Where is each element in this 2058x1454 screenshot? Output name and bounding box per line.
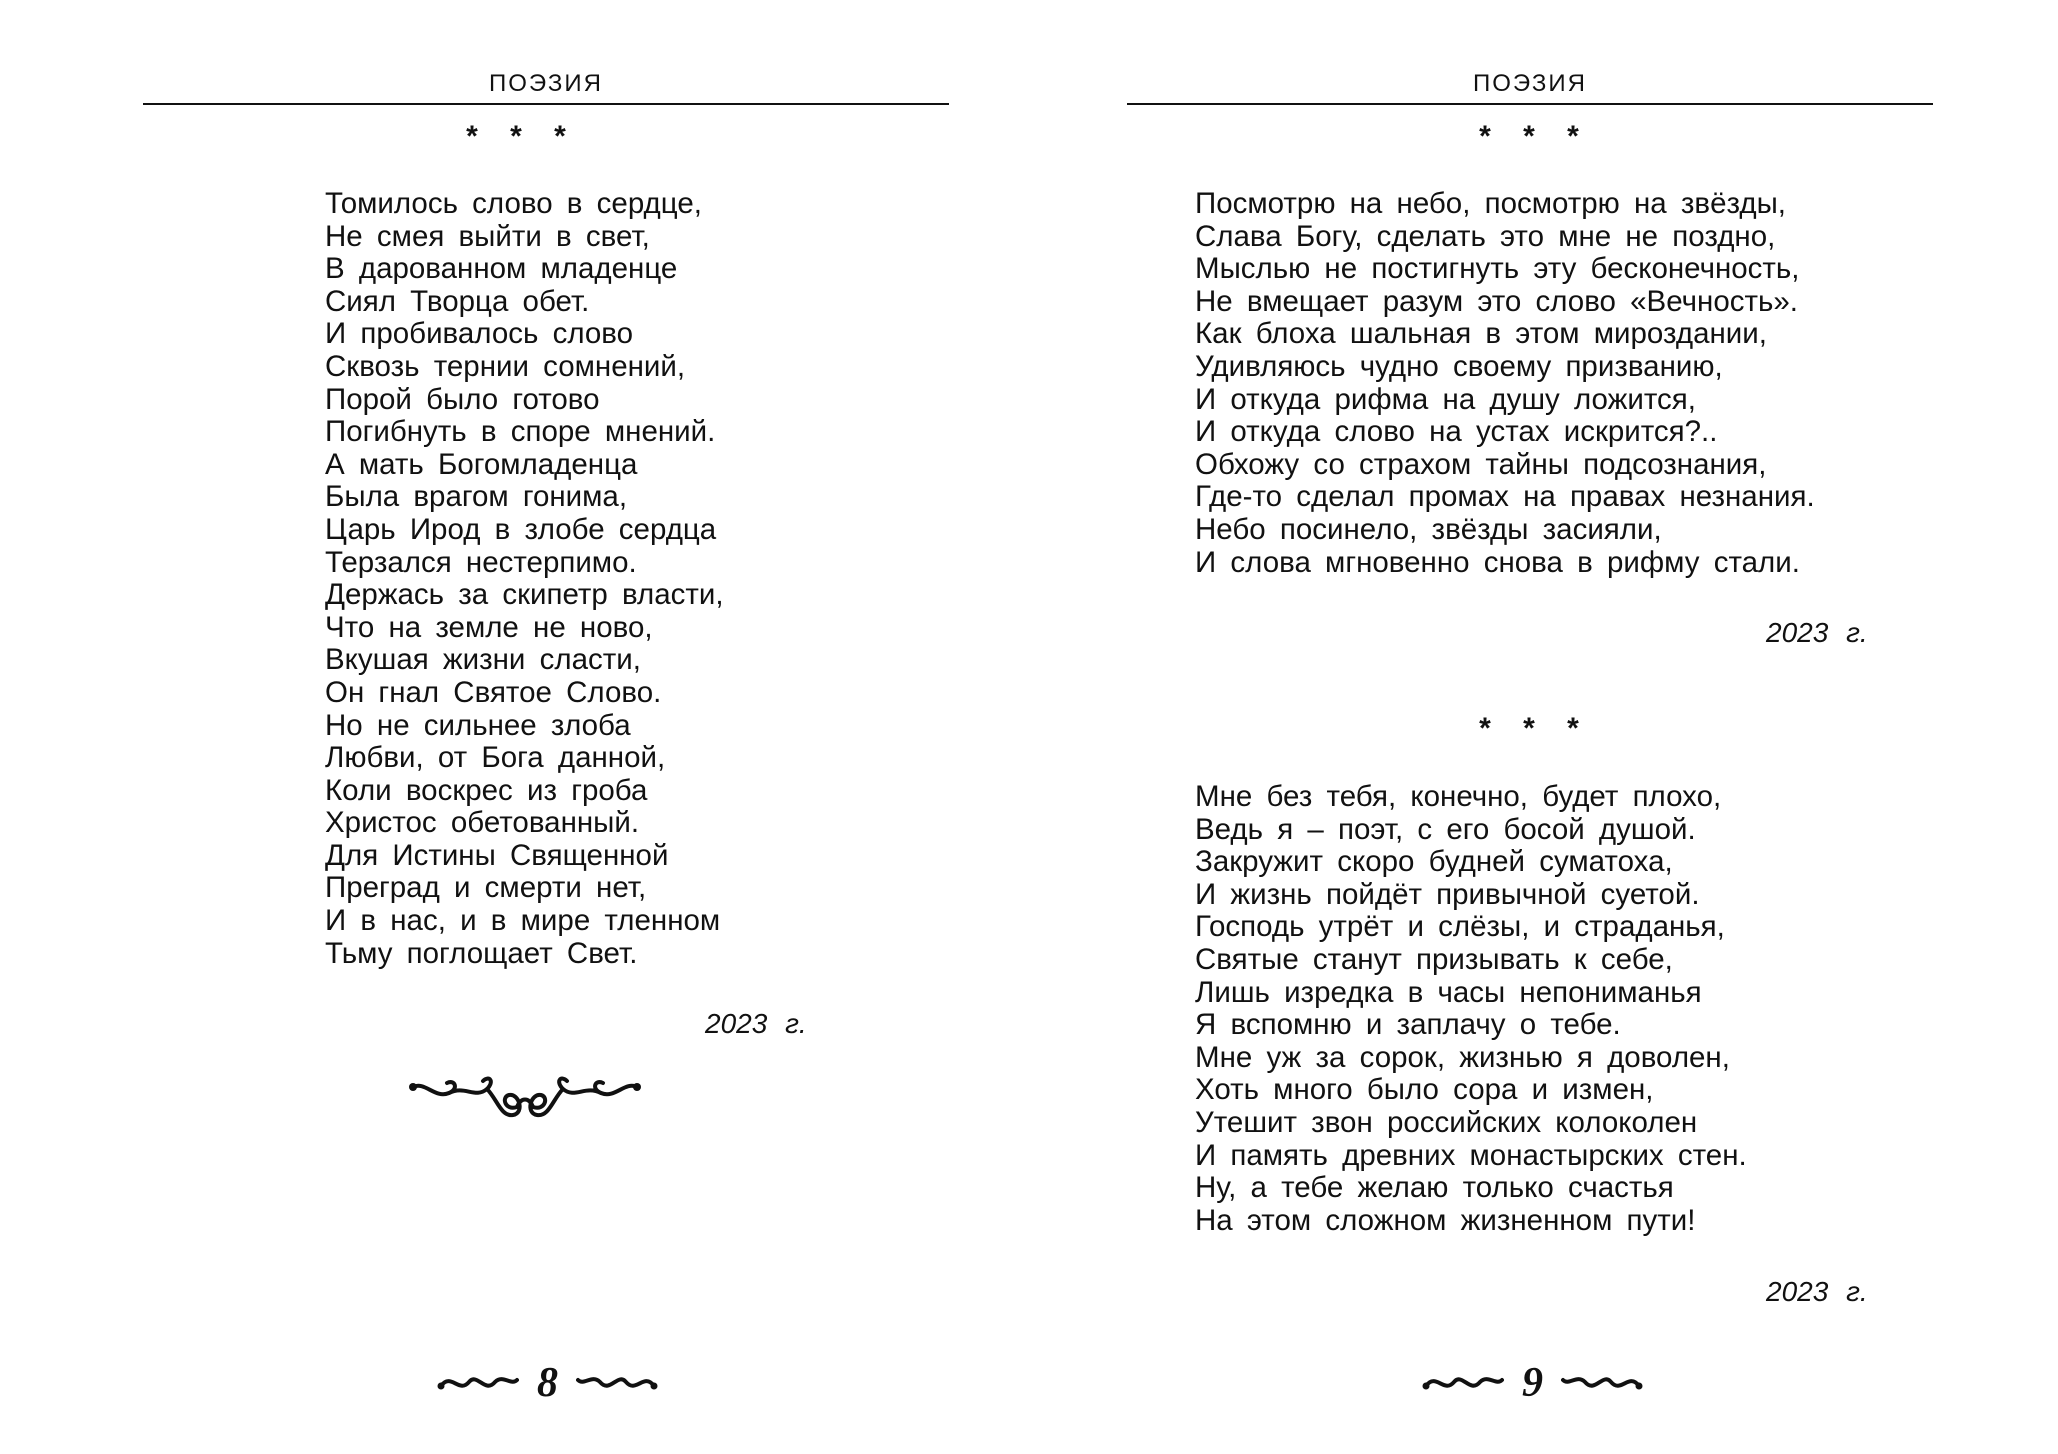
page-folio [1422,1362,1643,1404]
poem-date: 2023 г. [705,1008,807,1039]
section-separator: * * * [1479,120,1591,153]
poem-line: Как блоха шальная в этом мироздании, [1195,317,1767,351]
poem-line: Утешит звон российских колоколен [1195,1105,1698,1139]
poem-line: Тьму поглощает Свет. [325,936,638,970]
poem-line: Любви, от Бога данной, [325,741,666,775]
poem-line: Закружит скоро будней суматоха, [1195,845,1673,879]
poem-line: Слава Богу, сделать это мне не поздно, [1195,219,1776,253]
poem-line: И пробивалось слово [325,317,634,351]
poem-line: Хоть много было сора и измен, [1195,1073,1654,1107]
poem-line: Господь утрёт и слёзы, и страданья, [1195,910,1725,944]
folio-right-flourish-icon [576,1368,658,1398]
poem-text [325,188,724,970]
poem-line: Что на земле не ново, [325,610,653,644]
poem-text [1195,188,1815,579]
poem-line: Вкушая жизни сласти, [325,643,641,677]
poem-line: Удивляюсь чудно своему призванию, [1195,349,1723,383]
poem-line: Сиял Творца обет. [325,284,590,318]
poem-line: Преград и смерти нет, [325,871,647,905]
poem-line: Но не сильнее злоба [325,708,631,742]
poem-line: Была врагом гонима, [325,480,628,514]
page-number: 9 [1522,1360,1543,1406]
poem-text [1195,781,1747,1237]
poem-line: Где-то сделал промах на правах незнания. [1195,480,1815,514]
page-number: 8 [537,1360,558,1406]
page-folio [437,1362,658,1404]
poem-line: В дарованном младенце [325,252,678,286]
poem-line: Ведь я – поэт, с его босой душой. [1195,812,1696,846]
poem-line: Порой было готово [325,382,600,416]
poem-line: Мыслью не постигнуть эту бесконечность, [1195,252,1800,286]
poem-line: И слова мгновенно снова в рифму стали. [1195,545,1800,579]
poem-date: 2023 г. [1766,1276,1868,1307]
folio-left-flourish-icon [1422,1368,1504,1398]
poem-line: Святые станут призывать к себе, [1195,942,1673,976]
poem-line: А мать Богомладенца [325,447,638,481]
poem-line: И жизнь пойдёт привычной суетой. [1195,877,1700,911]
poem-line: Небо посинело, звёзды засияли, [1195,512,1662,546]
right-page [1029,0,2058,1454]
poem-line: И память древних монастырских стен. [1195,1138,1747,1172]
poem-line: Томилось слово в сердце, [325,187,702,220]
poem-line: Не смея выйти в свет, [325,219,650,253]
poem-line: Не вмещает разум это слово «Вечность». [1195,284,1798,318]
running-header: ПОЭЗИЯ [1473,70,1587,97]
poem-line: И откуда слово на устах искрится?.. [1195,415,1718,449]
poem-line: Ну, а тебе желаю только счастья [1195,1171,1674,1205]
poem-line: Коли воскрес из гроба [325,773,648,807]
poem-line: И в нас, и в мире тленном [325,904,721,938]
header-rule [143,103,949,105]
poem-line: Держась за скипетр власти, [325,578,724,612]
poem-line: Обхожу со страхом тайны подсознания, [1195,447,1767,481]
poem-line: Он гнал Святое Слово. [325,675,662,709]
poem-line: Для Истины Священной [325,838,669,872]
poem-line: Я вспомню и заплачу о тебе. [1195,1008,1621,1042]
poem-line: Царь Ирод в злобе сердца [325,512,717,546]
flourish-ornament-icon [405,1055,645,1125]
poem-line: Посмотрю на небо, посмотрю на звёзды, [1195,187,1786,220]
poem-line: Лишь изредка в часы непониманья [1195,975,1702,1009]
poem-line: Мне уж за сорок, жизнью я доволен, [1195,1040,1730,1074]
poem-line: Христос обетованный. [325,806,640,840]
folio-left-flourish-icon [437,1368,519,1398]
header-rule [1127,103,1933,105]
section-separator: * * * [466,120,578,153]
poem-line: И откуда рифма на душу ложится, [1195,382,1696,416]
poem-line: Мне без тебя, конечно, будет плохо, [1195,780,1722,813]
poem-line: Сквозь тернии сомнений, [325,349,686,383]
poem-line: Погибнуть в споре мнений. [325,415,716,449]
poem-line: На этом сложном жизненном пути! [1195,1203,1696,1237]
poem-line: Терзался нестерпимо. [325,545,637,579]
poem-date: 2023 г. [1766,617,1868,648]
running-header: ПОЭЗИЯ [489,70,603,97]
section-separator: * * * [1479,712,1591,745]
folio-right-flourish-icon [1561,1368,1643,1398]
